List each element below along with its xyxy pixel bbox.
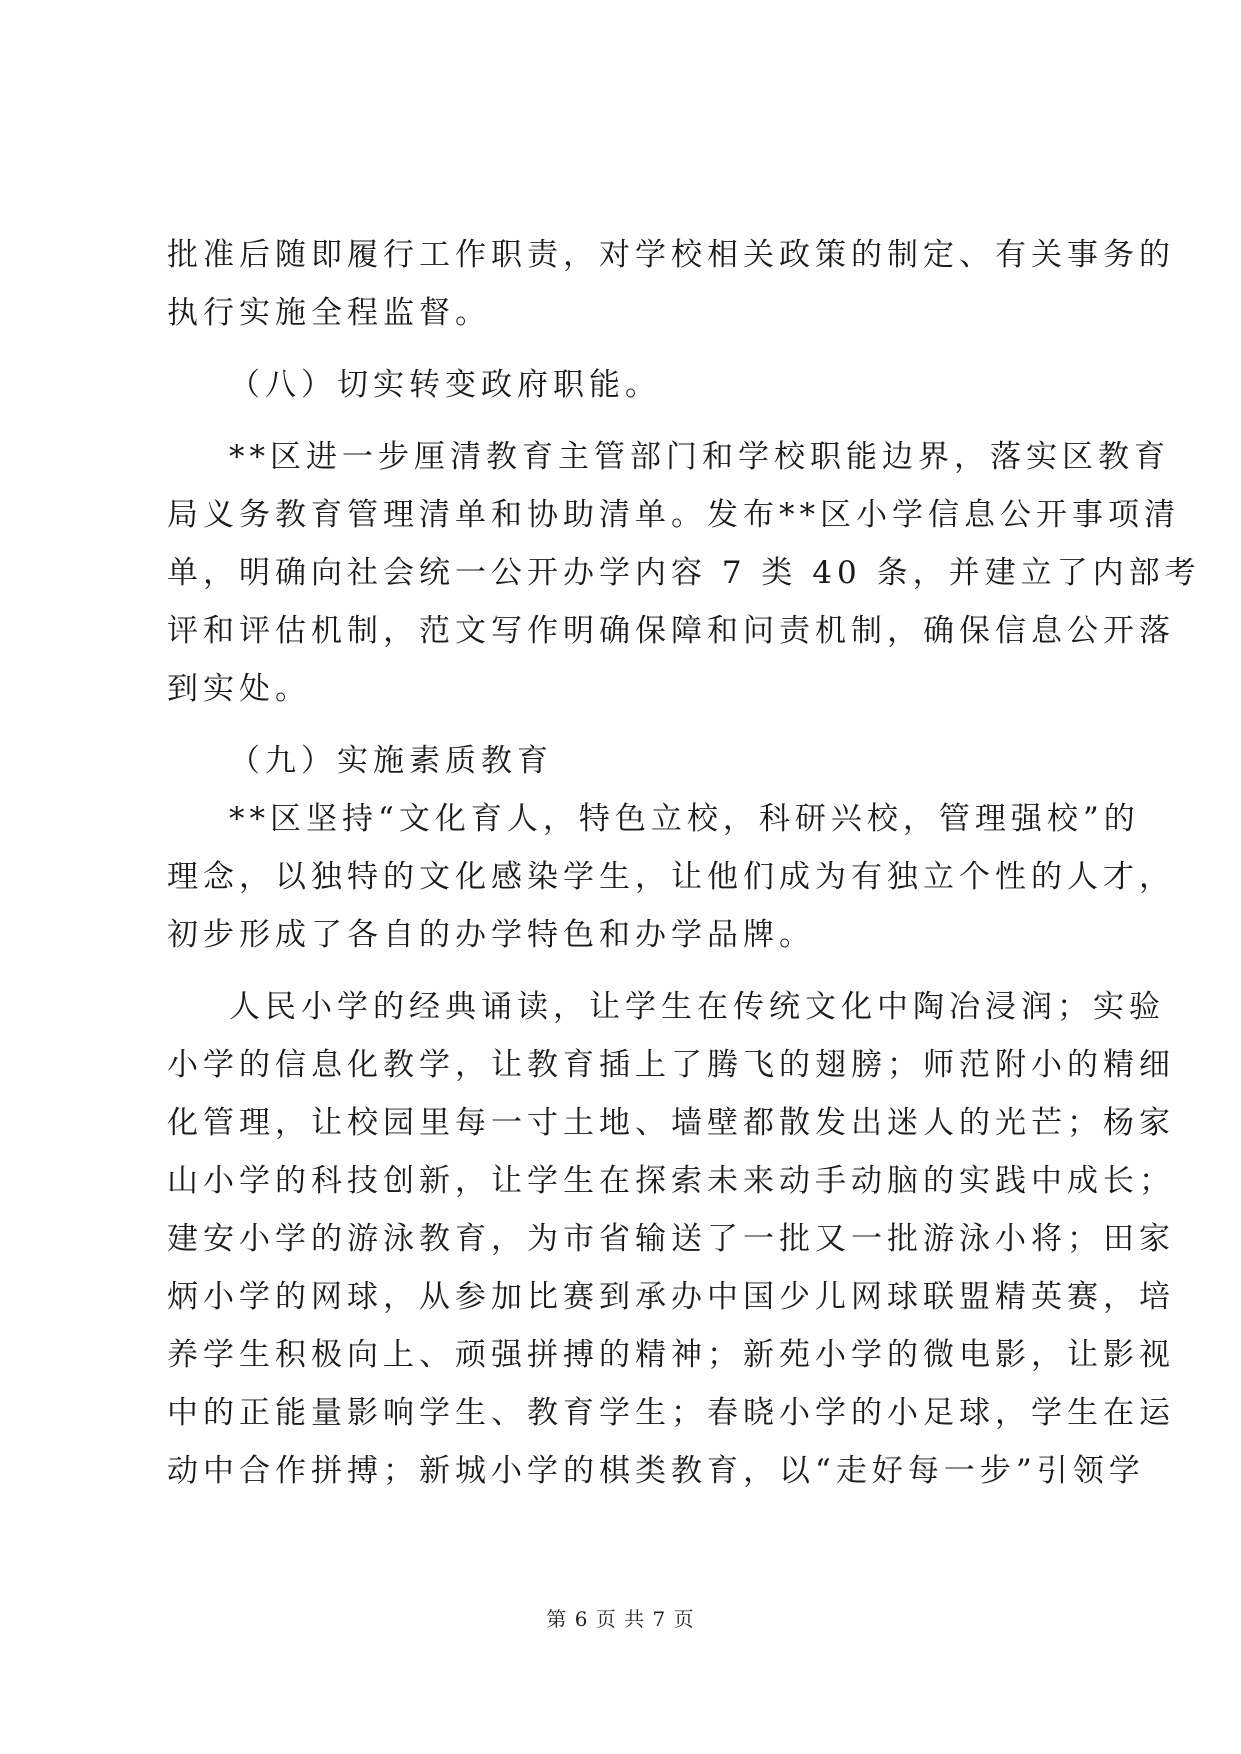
text-line: **区进一步厘清教育主管部门和学校职能边界，落实区教育 [229, 439, 1170, 475]
text-line: 小学的信息化教学，让教育插上了腾飞的翅膀；师范附小的精细 [167, 1047, 1175, 1083]
section-heading: （八）切实转变政府职能。 [229, 367, 661, 403]
text-line: 到实处。 [167, 671, 311, 707]
text-line: 执行实施全程监督。 [167, 295, 491, 331]
text-line: 局义务教育管理清单和协助清单。发布**区小学信息公开事项清 [167, 497, 1180, 533]
text-line: 动中合作拼搏；新城小学的棋类教育，以“走好每一步”引领学 [167, 1453, 1145, 1489]
text-line: 建安小学的游泳教育，为市省输送了一批又一批游泳小将；田家 [167, 1221, 1175, 1257]
text-line: 单，明确向社会统一公开办学内容 7 类 40 条，并建立了内部考 [167, 555, 1201, 591]
text-line: 批准后随即履行工作职责，对学校相关政策的制定、有关事务的 [167, 237, 1175, 273]
page-number-footer: 第 6 页 共 7 页 [546, 1607, 695, 1631]
text-line: 初步形成了各自的办学特色和办学品牌。 [167, 917, 815, 953]
section-heading: （九）实施素质教育 [229, 743, 553, 779]
text-line: **区坚持“文化育人，特色立校，科研兴校，管理强校”的 [229, 801, 1140, 837]
text-line: 养学生积极向上、顽强拼搏的精神；新苑小学的微电影，让影视 [167, 1337, 1175, 1373]
text-line: 评和评估机制，范文写作明确保障和问责机制，确保信息公开落 [167, 613, 1175, 649]
text-line: 中的正能量影响学生、教育学生；春晓小学的小足球，学生在运 [167, 1395, 1175, 1431]
document-body [167, 226, 1201, 1500]
text-line: 山小学的科技创新，让学生在探索未来动手动脑的实践中成长； [167, 1163, 1175, 1199]
text-line: 炳小学的网球，从参加比赛到承办中国少儿网球联盟精英赛，培 [167, 1279, 1175, 1315]
text-line: 化管理，让校园里每一寸土地、墙壁都散发出迷人的光芒；杨家 [167, 1105, 1175, 1141]
text-line: 人民小学的经典诵读，让学生在传统文化中陶冶浸润；实验 [229, 989, 1165, 1025]
text-line: 理念，以独特的文化感染学生，让他们成为有独立个性的人才， [167, 859, 1175, 895]
